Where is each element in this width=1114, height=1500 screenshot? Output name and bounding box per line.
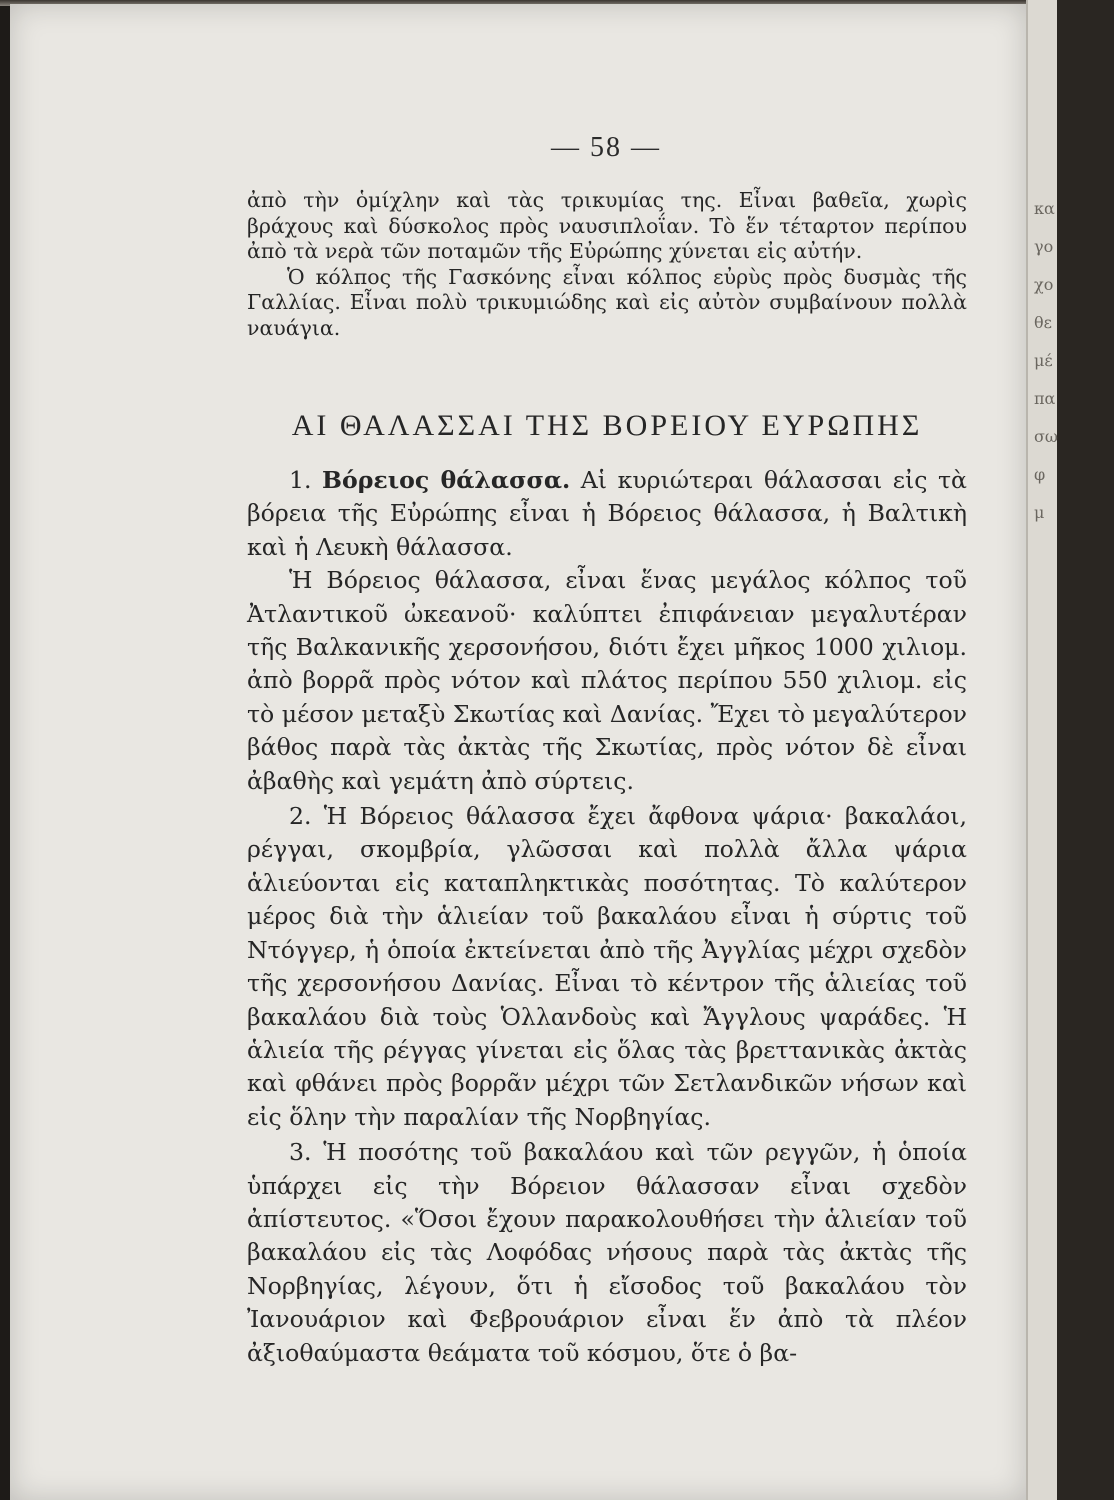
paragraph-1-text: Αἱ κυριώτεραι θάλασσαι εἰς τὰ βόρεια τῆς Εὐρώπης εἶναι ἡ Βόρειος θάλασσα, ἡ Βαλτικὴ καὶ ἡ Λευκὴ θάλασσα. <box>247 466 967 561</box>
intro-paragraph-1: ἀπὸ τὴν ὁμίχλην καὶ τὰς τρικυμίας της. Εἶναι βαθεῖα, χωρὶς βράχους καὶ δύσκολος πρὸς ναυσιπλοΐαν. Τὸ ἕν τέταρτον περίπου ἀπὸ τὰ νερὰ τῶν ποταμῶν τῆς Εὐρώπης χύνεται εἰς αὐτήν. <box>247 188 967 264</box>
paragraph-4: 3. Ἡ ποσότης τοῦ βακαλάου καὶ τῶν ρεγγῶν, ἡ ὁποία ὑπάρχει εἰς τὴν Βόρειον θάλασσαν εἶναι σχεδὸν ἀπίστευτος. «Ὅσοι ἔχουν παρακολουθήσει τὴν ἁλιείαν τοῦ βακαλάου εἰς τὰς Λοφόδας νήσους παρὰ τὰς ἀκτὰς τῆς Νορβηγίας, λέγουν, ὅτι ἡ εἴσοδος τοῦ βακαλάου τὸν Ἰανουάριον καὶ Φεβρουάριον εἶναι ἕν ἀπὸ τὰ πλέον ἀξιοθαύμαστα θεάματα τοῦ κόσμου, ὅτε ὁ βα- <box>247 1138 967 1367</box>
paragraph-1 <box>247 464 967 564</box>
paragraph-3: 2. Ἡ Βόρειος θάλασσα ἔχει ἄφθονα ψάρια· βακαλάοι, ρέγγαι, σκομβρία, γλῶσσαι καὶ πολλὰ ἄλλα ψάρια ἁλιεύονται εἰς καταπληκτικὰς ποσότητας. Τὸ καλύτερον μέρος διὰ τὴν ἁλιείαν τοῦ βακαλάου εἶναι ἡ σύρτις τοῦ Ντόγγερ, ἡ ὁποία ἐκτείνεται ἀπὸ τῆς Ἀγγλίας μέχρι σχεδὸν τῆς χερσονήσου Δανίας. Εἶναι τὸ κέντρον τῆς ἁλιείας τοῦ βακαλάου διὰ τοὺς Ὁλλανδοὺς καὶ Ἄγγλους ψαράδες. Ἡ ἁλιεία τῆς ρέγγας γίνεται εἰς ὅλας τὰς βρεττανικὰς ἀκτὰς καὶ φθάνει πρὸς βορρᾶν μέχρι τῶν Σετλανδικῶν νήσων καὶ εἰς ὅλην τὴν παραλίαν τῆς Νορβηγίας. <box>247 802 967 1131</box>
paragraph-1-number: 1. <box>289 466 312 494</box>
section-title: ΑΙ ΘΑΛΑΣΣΑΙ ΤΗΣ ΒΟΡΕΙΟΥ ΕΥΡΩΠΗΣ <box>291 409 923 442</box>
body-text <box>247 464 967 1370</box>
book-page <box>10 4 1026 1500</box>
page-number: — 58 — <box>551 132 661 163</box>
paragraph-2: Ἡ Βόρειος θάλασσα, εἶναι ἕνας μεγάλος κόλπος τοῦ Ἀτλαντικοῦ ὠκεανοῦ· καλύπτει ἐπιφάνειαν μεγαλυτέραν τῆς Βαλκανικῆς χερσονήσου, διότι ἔχει μῆκος 1000 χιλιομ. ἀπὸ βορρᾶ πρὸς νότον καὶ πλάτος περίπου 550 χιλιομ. εἰς τὸ μέσον μεταξὺ Σκωτίας καὶ Δανίας. Ἔχει τὸ μεγαλύτερον βάθος παρὰ τὰς ἀκτὰς τῆς Σκωτίας, πρὸς νότον δὲ εἶναι ἀβαθὴς καὶ γεμάτη ἀπὸ σύρτεις. <box>247 566 968 795</box>
intro-paragraph-2: Ὁ κόλπος τῆς Γασκόνης εἶναι κόλπος εὐρὺς πρὸς δυσμὰς τῆς Γαλλίας. Εἶναι πολὺ τρικυμιώδης καὶ εἰς αὐτὸν συμβαίνουν πολλὰ ναυάγια. <box>247 264 967 340</box>
adjacent-page-edge <box>1026 0 1057 1500</box>
intro-text <box>247 188 967 342</box>
paragraph-1-heading: Βόρειος θάλασσα. <box>322 466 571 494</box>
adjacent-page-fragments: κα γο χο θε μέ πα σω φ μ <box>1034 199 1058 522</box>
